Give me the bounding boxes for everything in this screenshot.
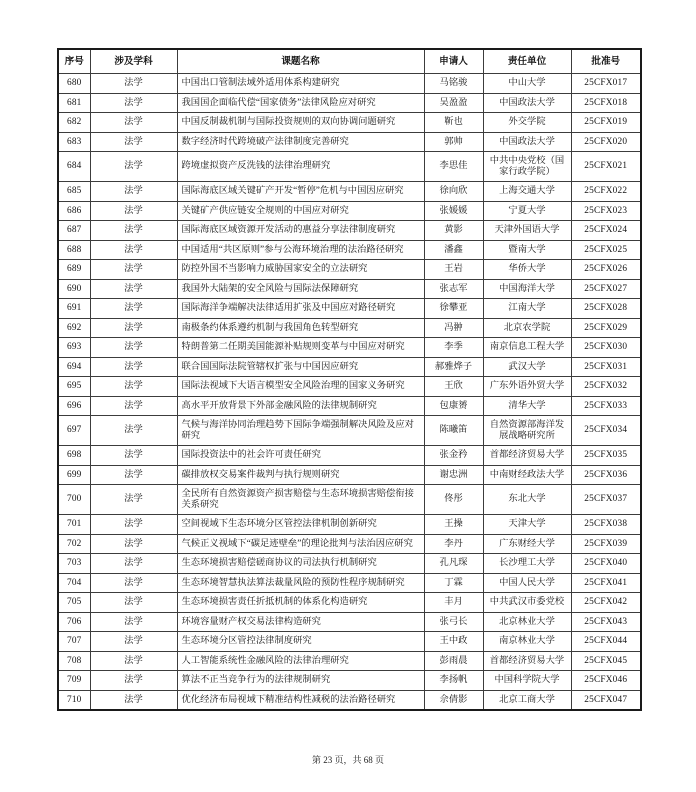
cell-discipline: 法学	[90, 377, 177, 397]
cell-approval-number: 25CFX027	[571, 279, 641, 299]
cell-discipline: 法学	[90, 182, 177, 202]
table-row	[58, 612, 641, 632]
cell-approval-number: 25CFX040	[571, 554, 641, 574]
cell-title: 气候与海洋协同治理趋势下国际争端强制解决风险及应对研究	[177, 416, 424, 446]
cell-serial: 689	[58, 260, 90, 280]
cell-title: 优化经济布局视域下精准结构性减税的法治路径研究	[177, 690, 424, 710]
table-row	[58, 93, 641, 113]
cell-institution: 东北大学	[483, 485, 571, 515]
cell-serial: 706	[58, 612, 90, 632]
cell-discipline: 法学	[90, 632, 177, 652]
cell-title: 国际法视域下大语言模型安全风险治理的国家义务研究	[177, 377, 424, 397]
approved-projects-table	[57, 48, 642, 711]
cell-institution: 广东外语外贸大学	[483, 377, 571, 397]
cell-institution: 宁夏大学	[483, 201, 571, 221]
cell-discipline: 法学	[90, 201, 177, 221]
cell-title: 高水平开放背景下外部金融风险的法律规制研究	[177, 396, 424, 416]
col-header-serial: 序号	[58, 49, 90, 74]
cell-title: 全民所有自然资源资产损害赔偿与生态环境损害赔偿衔接关系研究	[177, 485, 424, 515]
cell-discipline: 法学	[90, 318, 177, 338]
cell-title: 人工智能系统性金融风险的法律治理研究	[177, 651, 424, 671]
cell-institution: 广东财经大学	[483, 534, 571, 554]
table-row	[58, 632, 641, 652]
cell-institution: 华侨大学	[483, 260, 571, 280]
cell-discipline: 法学	[90, 93, 177, 113]
cell-serial: 700	[58, 485, 90, 515]
cell-discipline: 法学	[90, 515, 177, 535]
table-row	[58, 534, 641, 554]
cell-institution: 清华大学	[483, 396, 571, 416]
cell-approval-number: 25CFX044	[571, 632, 641, 652]
cell-institution: 中国海洋大学	[483, 279, 571, 299]
cell-discipline: 法学	[90, 152, 177, 182]
cell-serial: 701	[58, 515, 90, 535]
table-row	[58, 318, 641, 338]
cell-institution: 中国政法大学	[483, 132, 571, 152]
table-row	[58, 416, 641, 446]
cell-title: 我国国企面临代偿“国家债务”法律风险应对研究	[177, 93, 424, 113]
cell-institution: 江南大学	[483, 299, 571, 319]
table-row	[58, 515, 641, 535]
cell-applicant: 潘鑫	[424, 240, 483, 260]
cell-applicant: 郭帅	[424, 132, 483, 152]
cell-title: 国际投资法中的社会许可责任研究	[177, 446, 424, 466]
cell-approval-number: 25CFX036	[571, 465, 641, 485]
cell-serial: 708	[58, 651, 90, 671]
col-header-discipline: 涉及学科	[90, 49, 177, 74]
cell-approval-number: 25CFX046	[571, 671, 641, 691]
table-row	[58, 651, 641, 671]
cell-discipline: 法学	[90, 299, 177, 319]
cell-discipline: 法学	[90, 671, 177, 691]
cell-discipline: 法学	[90, 446, 177, 466]
cell-discipline: 法学	[90, 534, 177, 554]
cell-discipline: 法学	[90, 221, 177, 241]
cell-institution: 暨南大学	[483, 240, 571, 260]
table-row	[58, 279, 641, 299]
cell-applicant: 陈曦笛	[424, 416, 483, 446]
cell-approval-number: 25CFX024	[571, 221, 641, 241]
cell-discipline: 法学	[90, 260, 177, 280]
cell-applicant: 彭雨晨	[424, 651, 483, 671]
col-header-project-title: 课题名称	[177, 49, 424, 74]
cell-serial: 685	[58, 182, 90, 202]
table-row	[58, 201, 641, 221]
cell-title: 国际海洋争端解决法律适用扩张及中国应对路径研究	[177, 299, 424, 319]
cell-serial: 681	[58, 93, 90, 113]
cell-applicant: 吴盈盈	[424, 93, 483, 113]
cell-applicant: 徐攀亚	[424, 299, 483, 319]
cell-institution: 北京工商大学	[483, 690, 571, 710]
page-number-footer: 第 23 页，共 68 页	[311, 755, 384, 765]
cell-approval-number: 25CFX018	[571, 93, 641, 113]
cell-title: 防控外国不当影响力威胁国家安全的立法研究	[177, 260, 424, 280]
cell-discipline: 法学	[90, 240, 177, 260]
cell-approval-number: 25CFX032	[571, 377, 641, 397]
table-row	[58, 182, 641, 202]
cell-applicant: 孔凡琛	[424, 554, 483, 574]
table-row	[58, 152, 641, 182]
cell-serial: 709	[58, 671, 90, 691]
cell-title: 跨境虚拟资产反洗钱的法律治理研究	[177, 152, 424, 182]
cell-applicant: 李扬帆	[424, 671, 483, 691]
col-header-approval-number: 批准号	[571, 49, 641, 74]
cell-approval-number: 25CFX043	[571, 612, 641, 632]
cell-applicant: 包康赟	[424, 396, 483, 416]
cell-institution: 外交学院	[483, 113, 571, 133]
cell-title: 碳排放权交易案件裁判与执行规则研究	[177, 465, 424, 485]
table-row	[58, 690, 641, 710]
table-row	[58, 554, 641, 574]
cell-institution: 北京农学院	[483, 318, 571, 338]
cell-applicant: 冯翀	[424, 318, 483, 338]
cell-title: 数字经济时代跨境破产法律制度完善研究	[177, 132, 424, 152]
cell-serial: 705	[58, 593, 90, 613]
table-row	[58, 671, 641, 691]
cell-applicant: 张弓长	[424, 612, 483, 632]
cell-serial: 698	[58, 446, 90, 466]
table-row	[58, 113, 641, 133]
cell-approval-number: 25CFX017	[571, 74, 641, 94]
cell-title: 生态环境损害责任折抵机制的体系化构造研究	[177, 593, 424, 613]
cell-discipline: 法学	[90, 554, 177, 574]
cell-institution: 首都经济贸易大学	[483, 446, 571, 466]
cell-approval-number: 25CFX039	[571, 534, 641, 554]
cell-serial: 703	[58, 554, 90, 574]
cell-serial: 683	[58, 132, 90, 152]
cell-discipline: 法学	[90, 338, 177, 358]
cell-applicant: 王岩	[424, 260, 483, 280]
cell-approval-number: 25CFX034	[571, 416, 641, 446]
cell-serial: 697	[58, 416, 90, 446]
cell-institution: 北京林业大学	[483, 612, 571, 632]
cell-title: 我国外大陆架的安全风险与国际法保障研究	[177, 279, 424, 299]
cell-applicant: 王中政	[424, 632, 483, 652]
cell-serial: 704	[58, 573, 90, 593]
cell-approval-number: 25CFX026	[571, 260, 641, 280]
cell-discipline: 法学	[90, 357, 177, 377]
table-row	[58, 465, 641, 485]
cell-serial: 682	[58, 113, 90, 133]
cell-serial: 693	[58, 338, 90, 358]
col-header-applicant: 申请人	[424, 49, 483, 74]
cell-applicant: 马铭骏	[424, 74, 483, 94]
cell-serial: 692	[58, 318, 90, 338]
cell-serial: 688	[58, 240, 90, 260]
cell-institution: 武汉大学	[483, 357, 571, 377]
cell-applicant: 张媛媛	[424, 201, 483, 221]
cell-approval-number: 25CFX042	[571, 593, 641, 613]
cell-institution: 自然资源部海洋发展战略研究所	[483, 416, 571, 446]
cell-title: 中国反制裁机制与国际投资规则的双向协调问题研究	[177, 113, 424, 133]
cell-title: 空间视域下生态环境分区管控法律机制创新研究	[177, 515, 424, 535]
cell-applicant: 李季	[424, 338, 483, 358]
cell-discipline: 法学	[90, 485, 177, 515]
table-row	[58, 338, 641, 358]
cell-applicant: 佟彤	[424, 485, 483, 515]
cell-approval-number: 25CFX030	[571, 338, 641, 358]
cell-approval-number: 25CFX029	[571, 318, 641, 338]
cell-discipline: 法学	[90, 74, 177, 94]
table-row	[58, 446, 641, 466]
cell-serial: 684	[58, 152, 90, 182]
cell-title: 国际海底区域关键矿产开发“暂停”危机与中国因应研究	[177, 182, 424, 202]
cell-approval-number: 25CFX021	[571, 152, 641, 182]
cell-title: 中国适用“共区原则”参与公海环境治理的法治路径研究	[177, 240, 424, 260]
cell-serial: 707	[58, 632, 90, 652]
cell-approval-number: 25CFX031	[571, 357, 641, 377]
cell-applicant: 张金矜	[424, 446, 483, 466]
table-row	[58, 132, 641, 152]
cell-institution: 南京信息工程大学	[483, 338, 571, 358]
cell-title: 生态环境智慧执法算法裁量风险的预防性程序规制研究	[177, 573, 424, 593]
cell-institution: 中共中央党校（国家行政学院）	[483, 152, 571, 182]
cell-institution: 天津大学	[483, 515, 571, 535]
table-row	[58, 593, 641, 613]
table-row	[58, 357, 641, 377]
cell-approval-number: 25CFX023	[571, 201, 641, 221]
cell-applicant: 李丹	[424, 534, 483, 554]
cell-institution: 中国政法大学	[483, 93, 571, 113]
cell-title: 中国出口管制法域外适用体系构建研究	[177, 74, 424, 94]
table-row	[58, 74, 641, 94]
cell-discipline: 法学	[90, 573, 177, 593]
cell-title: 生态环境分区管控法律制度研究	[177, 632, 424, 652]
table-header-row	[58, 49, 641, 74]
cell-discipline: 法学	[90, 612, 177, 632]
table-row	[58, 485, 641, 515]
cell-title: 国际海底区域资源开发活动的惠益分享法律制度研究	[177, 221, 424, 241]
cell-approval-number: 25CFX038	[571, 515, 641, 535]
cell-serial: 687	[58, 221, 90, 241]
cell-institution: 南京林业大学	[483, 632, 571, 652]
cell-approval-number: 25CFX037	[571, 485, 641, 515]
cell-serial: 690	[58, 279, 90, 299]
cell-serial: 696	[58, 396, 90, 416]
cell-serial: 710	[58, 690, 90, 710]
cell-institution: 长沙理工大学	[483, 554, 571, 574]
cell-institution: 中南财经政法大学	[483, 465, 571, 485]
col-header-institution: 责任单位	[483, 49, 571, 74]
cell-applicant: 郝雅烨子	[424, 357, 483, 377]
cell-institution: 中国人民大学	[483, 573, 571, 593]
cell-discipline: 法学	[90, 593, 177, 613]
cell-applicant: 丁霖	[424, 573, 483, 593]
table-row	[58, 221, 641, 241]
cell-serial: 694	[58, 357, 90, 377]
cell-applicant: 靳也	[424, 113, 483, 133]
cell-discipline: 法学	[90, 416, 177, 446]
cell-discipline: 法学	[90, 279, 177, 299]
table-row	[58, 260, 641, 280]
cell-approval-number: 25CFX041	[571, 573, 641, 593]
cell-applicant: 张志军	[424, 279, 483, 299]
cell-institution: 天津外国语大学	[483, 221, 571, 241]
cell-applicant: 丰月	[424, 593, 483, 613]
cell-approval-number: 25CFX025	[571, 240, 641, 260]
cell-title: 关键矿产供应链安全规则的中国应对研究	[177, 201, 424, 221]
cell-approval-number: 25CFX019	[571, 113, 641, 133]
cell-discipline: 法学	[90, 651, 177, 671]
table-row	[58, 240, 641, 260]
cell-title: 南极条约体系遵约机制与我国角色转型研究	[177, 318, 424, 338]
cell-institution: 上海交通大学	[483, 182, 571, 202]
cell-title: 算法不正当竞争行为的法律规制研究	[177, 671, 424, 691]
cell-discipline: 法学	[90, 396, 177, 416]
table-row	[58, 396, 641, 416]
cell-discipline: 法学	[90, 132, 177, 152]
cell-serial: 680	[58, 74, 90, 94]
cell-applicant: 王欣	[424, 377, 483, 397]
cell-applicant: 佘倩影	[424, 690, 483, 710]
table-row	[58, 573, 641, 593]
cell-applicant: 王操	[424, 515, 483, 535]
cell-serial: 699	[58, 465, 90, 485]
cell-serial: 695	[58, 377, 90, 397]
cell-title: 环境容量财产权交易法律构造研究	[177, 612, 424, 632]
cell-institution: 首都经济贸易大学	[483, 651, 571, 671]
cell-approval-number: 25CFX045	[571, 651, 641, 671]
cell-applicant: 徐向欣	[424, 182, 483, 202]
cell-approval-number: 25CFX035	[571, 446, 641, 466]
cell-institution: 中国科学院大学	[483, 671, 571, 691]
table-row	[58, 299, 641, 319]
cell-approval-number: 25CFX047	[571, 690, 641, 710]
cell-institution: 中山大学	[483, 74, 571, 94]
cell-title: 生态环境损害赔偿磋商协议的司法执行机制研究	[177, 554, 424, 574]
cell-approval-number: 25CFX020	[571, 132, 641, 152]
cell-title: 气候正义视域下“碳足迹壁垒”的理论批判与法治因应研究	[177, 534, 424, 554]
cell-serial: 702	[58, 534, 90, 554]
cell-applicant: 李思佳	[424, 152, 483, 182]
cell-approval-number: 25CFX022	[571, 182, 641, 202]
cell-institution: 中共武汉市委党校	[483, 593, 571, 613]
cell-title: 联合国国际法院管辖权扩张与中国因应研究	[177, 357, 424, 377]
cell-serial: 691	[58, 299, 90, 319]
cell-approval-number: 25CFX033	[571, 396, 641, 416]
cell-title: 特朗普第二任期美国能源补贴规则变革与中国应对研究	[177, 338, 424, 358]
cell-discipline: 法学	[90, 465, 177, 485]
cell-applicant: 黄影	[424, 221, 483, 241]
cell-approval-number: 25CFX028	[571, 299, 641, 319]
cell-discipline: 法学	[90, 113, 177, 133]
cell-applicant: 谢忠洲	[424, 465, 483, 485]
table-row	[58, 377, 641, 397]
cell-serial: 686	[58, 201, 90, 221]
cell-discipline: 法学	[90, 690, 177, 710]
